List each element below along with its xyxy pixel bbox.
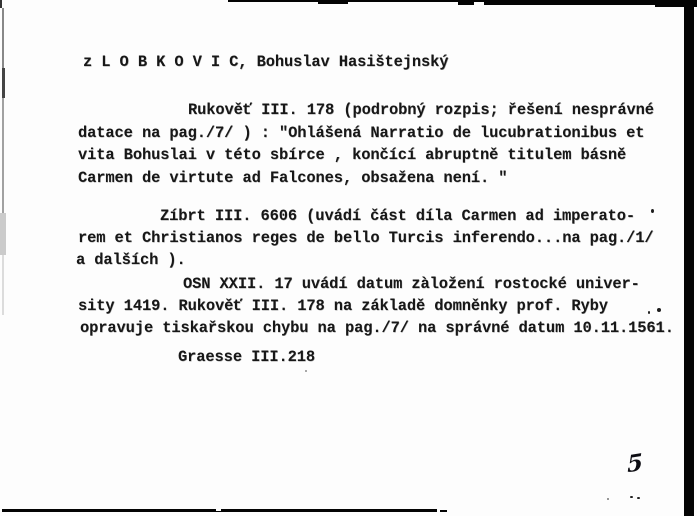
ink-speck xyxy=(630,496,633,498)
ink-speck xyxy=(607,498,609,500)
page-number-annotation: 5 xyxy=(626,448,644,479)
scan-edge-left-mark xyxy=(0,213,6,255)
reference-line-graesse: Graesse III.218 xyxy=(178,348,316,366)
ink-speck xyxy=(651,209,654,213)
ink-speck xyxy=(305,370,307,372)
scan-edge-left-mark xyxy=(2,8,4,68)
scan-edge-right xyxy=(684,0,694,516)
ink-speck xyxy=(637,497,640,499)
scan-edge-top-notch xyxy=(474,2,484,5)
scan-edge-left-mark xyxy=(2,98,4,213)
paragraph-2-line-2: rem et Christianos reges de bello Turcis inferendo...na pag./1/ xyxy=(78,229,654,247)
paragraph-1-line-4: Carmen de virtute ad Falcones, obsažena není. " xyxy=(78,169,508,187)
ink-speck xyxy=(657,308,661,312)
paragraph-1-line-2: datace na pag./7/ ) : "Ohlášená Narratio de lucubrationibus et xyxy=(78,124,645,142)
ink-speck xyxy=(648,311,650,314)
paragraph-2-line-3: a dalších ). xyxy=(76,251,186,269)
paragraph-1-line-3: vita Bohuslai v této sbírce , končící abruptně titulem básně xyxy=(78,146,627,164)
paragraph-3-line-1: OSN XXII. 17 uvádí datum zàložení rostocké univer- xyxy=(183,275,640,293)
paragraph-3-line-3: opravuje tiskařskou chybu na pag./7/ na správné datum 10.11.1561. xyxy=(80,319,674,337)
paragraph-1-line-1: Rukověť III. 178 (podrobný rozpis; řešení nesprávné xyxy=(188,101,654,119)
scan-edge-top-dash xyxy=(318,0,348,4)
scan-edge-bottom-gap xyxy=(216,509,221,511)
scan-edge-bottom-dash xyxy=(440,510,447,512)
paragraph-3-line-2: sity 1419. Rukověť III. 178 na základě domněnky prof. Ryby xyxy=(78,297,608,315)
scan-edge-left-mark xyxy=(0,0,2,8)
paragraph-2-line-1: Zíbrt III. 6606 (uvádí část díla Carmen ad imperato- xyxy=(160,207,636,225)
scan-edge-left-mark xyxy=(2,255,4,315)
scan-edge-left-mark xyxy=(2,68,5,98)
entry-heading: z L O B K O V I C, Bohuslav Hasištejnský xyxy=(83,53,449,71)
